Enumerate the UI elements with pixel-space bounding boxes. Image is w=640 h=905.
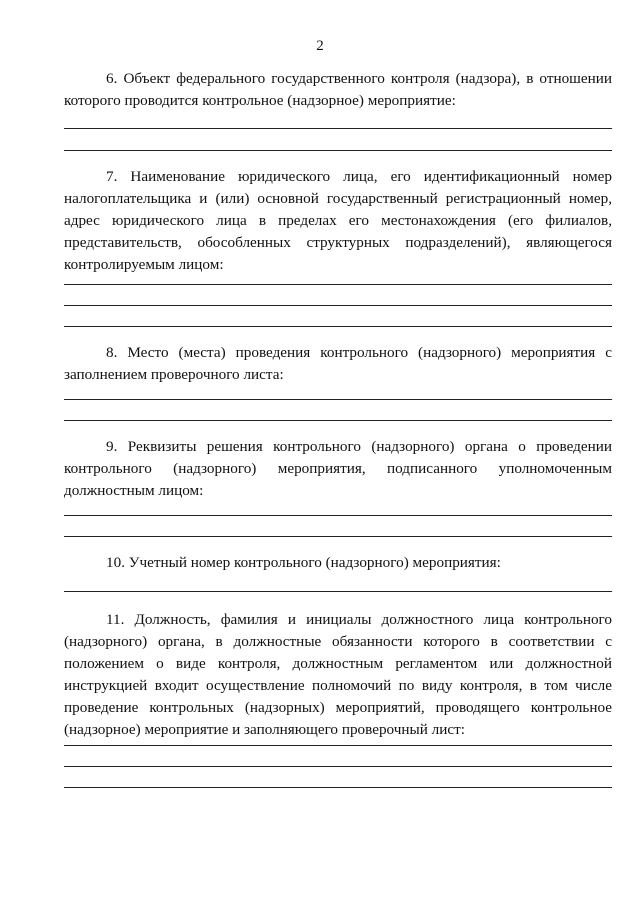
section-10	[64, 552, 612, 574]
section-9	[64, 436, 612, 502]
page-number: 2	[316, 38, 324, 54]
fill-line[interactable]	[64, 787, 612, 788]
fill-line[interactable]	[64, 591, 612, 592]
fill-line[interactable]	[64, 766, 612, 767]
section-11-text: 11. Должность, фамилия и инициалы должностного лица контрольного (надзорного) органа, в должностные обязанности которого в соответствии с положением о виде контроля, должностным регламентом или должностной инструкцией входит осуществление полномочий по виду контроля, в том числе проведение контрольных (надзорных) мероприятий, проводящего контрольное (надзорное) мероприятие и заполняющего проверочный лист:	[64, 611, 612, 738]
fill-line[interactable]	[64, 745, 612, 746]
fill-line[interactable]	[64, 536, 612, 537]
section-6	[64, 68, 612, 112]
fill-line[interactable]	[64, 399, 612, 400]
fill-line[interactable]	[64, 305, 612, 306]
fill-line[interactable]	[64, 128, 612, 129]
section-8-text: 8. Место (места) проведения контрольного (надзорного) мероприятия с заполнением проверочного листа:	[64, 344, 612, 383]
section-9-text: 9. Реквизиты решения контрольного (надзорного) органа о проведении контрольного (надзорного) мероприятия, подписанного уполномоченным должностным лицом:	[64, 438, 612, 499]
section-10-text: 10. Учетный номер контрольного (надзорного) мероприятия:	[106, 554, 501, 571]
fill-line[interactable]	[64, 326, 612, 327]
section-8	[64, 342, 612, 386]
section-7	[64, 166, 612, 276]
section-11	[64, 609, 612, 741]
section-6-text: 6. Объект федерального государственного контроля (надзора), в отношении которого проводится контрольное (надзорное) мероприятие:	[64, 70, 612, 109]
fill-line[interactable]	[64, 284, 612, 285]
fill-line[interactable]	[64, 515, 612, 516]
fill-line[interactable]	[64, 420, 612, 421]
fill-line[interactable]	[64, 150, 612, 151]
section-7-text: 7. Наименование юридического лица, его идентификационный номер налогоплательщика и (или) основной государственный регистрационный номер, адрес юридического лица в пределах его местонахождения (его филиалов, представительств, обособленных структурных подразделений), являющегося контролируемым лицом:	[64, 168, 612, 273]
